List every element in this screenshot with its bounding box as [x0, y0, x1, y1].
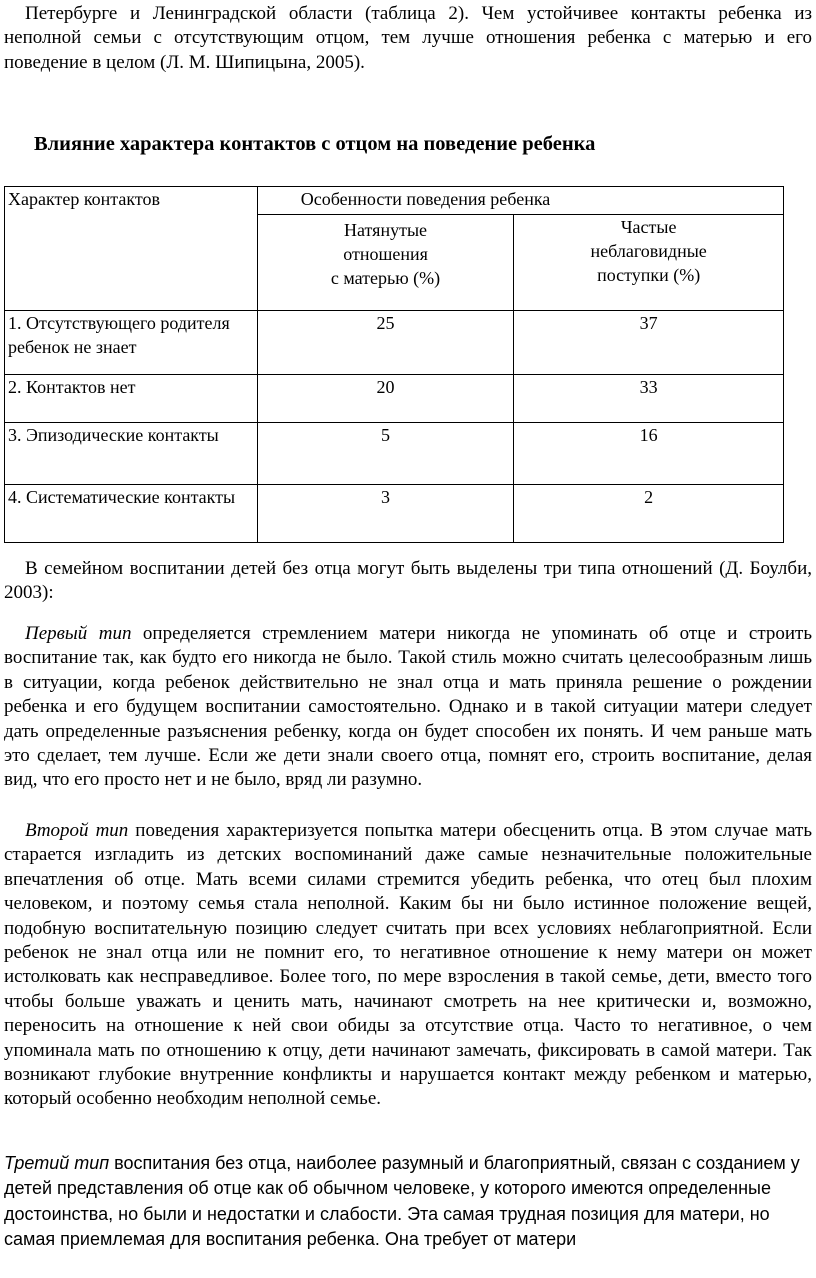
- types-intro-paragraph: В семейном воспитании детей без отца могут быть выделены три типа отношений (Д. Боулби, 2003):: [4, 558, 812, 604]
- table-header-row: [5, 187, 784, 215]
- header-contact-type: Характер контактов: [5, 187, 258, 311]
- row-value-misbehavior: 16: [514, 423, 784, 485]
- row-value-tense: 25: [257, 311, 514, 375]
- intro-paragraph: Петербурге и Ленинградской области (таблица 2). Чем устойчивее контакты ребенка из неполной семьи с отсутствующим отцом, тем лучше отношения ребенка с матерью и его поведение в целом (Л. М. Шипицына, 2005).: [4, 3, 812, 73]
- row-label: 2. Контактов нет: [5, 375, 258, 423]
- header-misbehavior: Частые неблаговидные поступки (%): [514, 215, 784, 311]
- row-label: 3. Эпизодические контакты: [5, 423, 258, 485]
- first-type-paragraph: [4, 622, 812, 793]
- third-type-paragraph: [4, 1151, 804, 1252]
- header-tense-relations: Натянутые отношения с матерью (%): [257, 215, 514, 311]
- row-value-misbehavior: 2: [514, 485, 784, 543]
- contacts-table: [4, 186, 784, 543]
- table-title: Влияние характера контактов с отцом на поведение ребенка: [34, 133, 596, 155]
- row-value-misbehavior: 37: [514, 311, 784, 375]
- second-type-label: Второй тип: [25, 820, 129, 841]
- row-value-tense: 20: [257, 375, 514, 423]
- row-value-misbehavior: 33: [514, 375, 784, 423]
- first-type-label: Первый тип: [25, 623, 132, 644]
- table-row: [5, 485, 784, 543]
- table-row: [5, 423, 784, 485]
- first-type-body: определяется стремлением матери никогда не упоминать об отце и строить воспитание так, как будто его никогда не было. Такой стиль можно считать целесообразным лишь в ситуации, когда ребенок действительно не знал отца и мать приняла решение о рождении ребенка и его будущем воспитании самостоятельно. Однако и в такой ситуации матери следует дать определенные разъяснения ребенку, когда он будет способен их понять. И чем раньше мать это сделает, тем лучше. Если же дети знали своего отца, помнят его, строить воспитание, делая вид, что его просто нет и не было, вряд ли разумно.: [4, 623, 812, 791]
- table-row: [5, 311, 784, 375]
- row-label: 4. Систематические контакты: [5, 485, 258, 543]
- row-value-tense: 5: [257, 423, 514, 485]
- third-type-body: воспитания без отца, наиболее разумный и благоприятный, связан с созданием у детей представления об отце как об обычном человеке, у которого имеются определенные достоинства, но были и недостатки и слабости. Эта самая трудная позиция для матери, но самая приемлемая для воспитания ребенка. Она требует от матери: [4, 1153, 800, 1249]
- header-behavior-group: Особенности поведения ребенка: [257, 187, 783, 215]
- row-value-tense: 3: [257, 485, 514, 543]
- table-row: [5, 375, 784, 423]
- second-type-paragraph: [4, 819, 812, 1112]
- row-label: 1. Отсутствующего родителя ребенок не знает: [5, 311, 258, 375]
- third-type-label: Третий тип: [4, 1153, 110, 1173]
- second-type-body: поведения характеризуется попытка матери обесценить отца. В этом случае мать старается изгладить из детских воспоминаний даже самые незначительные положительные впечатления об отце. Мать всеми силами стремится убедить ребенка, что отец был плохим человеком, и поэтому семья стала неполной. Каким бы ни было истинное положение вещей, подобную воспитательную позицию следует считать при всех условиях неблагоприятной. Если ребенок не знал отца или не помнит его, то негативное отношение к нему матери он может истолковать как несправедливое. Более того, по мере взросления в такой семье, дети, вместо того чтобы больше уважать и ценить мать, начинают смотреть на нее критически и, возможно, переносить на отношение к ней свои обиды за отсутствие отца. Часто то негативное, о чем упоминала мать по отношению к отцу, дети начинают замечать, фиксировать в самой матери. Так возникают глубокие внутренние конфликты и нарушается контакт между ребенком и матерью, который особенно необходим неполной семье.: [4, 820, 813, 1110]
